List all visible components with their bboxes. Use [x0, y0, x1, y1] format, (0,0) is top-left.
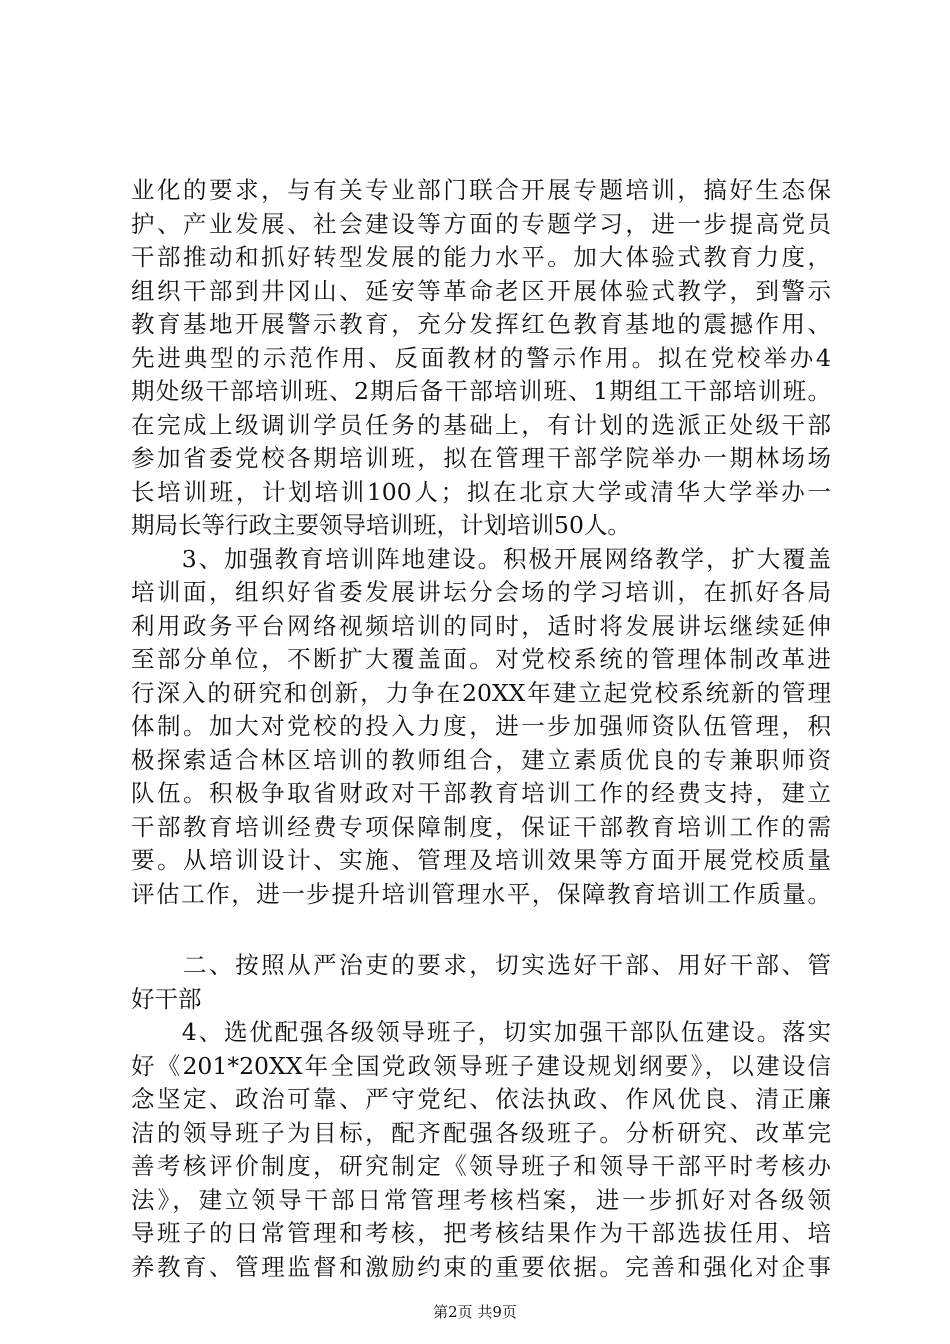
text-line: 法》，建立领导干部日常管理考核档案，进一步抓好对各级领: [131, 1185, 831, 1214]
text-line: 洁的领导班子为目标，配齐配强各级班子。分析研究、改革完: [131, 1118, 831, 1147]
text-line: 队伍。积极争取省财政对干部教育培训工作的经费支持，建立: [131, 779, 831, 807]
text-line: 先进典型的示范作用、反面教材的警示作用。拟在党校举办4: [131, 343, 831, 372]
section-heading-line: 二、按照从严治吏的要求，切实选好干部、用好干部、管: [131, 951, 831, 979]
text-line: 善考核评价制度，研究制定《领导班子和领导干部平时考核办: [131, 1152, 831, 1180]
page-footer: 第2页 共9页: [433, 1303, 517, 1321]
text-line: 体制。加大对党校的投入力度，进一步加强师资队伍管理，积: [131, 712, 831, 740]
text-line: 好《201*20XX年全国党政领导班子建设规划纲要》，以建设信: [131, 1051, 831, 1080]
text-line: 在完成上级调训学员任务的基础上，有计划的选派正处级干部: [131, 410, 831, 439]
text-line: 期处级干部培训班、2期后备干部培训班、1期组工干部培训班。: [131, 377, 831, 405]
section-heading-line: 好干部: [131, 984, 202, 1013]
text-line: 组织干部到井冈山、延安等革命老区开展体验式教学，到警示: [131, 276, 831, 305]
text-line: 念坚定、政治可靠、严守党纪、依法执政、作风优良、清正廉: [131, 1085, 831, 1113]
text-line: 培训面，组织好省委发展讲坛分会场的学习培训，在抓好各局: [131, 578, 831, 606]
text-line: 期局长等行政主要领导培训班，计划培训50人。: [131, 511, 631, 539]
text-line: 业化的要求，与有关专业部门联合开展专题培训，搞好生态保: [131, 176, 831, 204]
text-line: 极探索适合林区培训的教师组合，建立素质优良的专兼职师资: [131, 745, 831, 774]
text-line: 护、产业发展、社会建设等方面的专题学习，进一步提高党员: [131, 209, 831, 238]
text-line: 教育基地开展警示教育，充分发挥红色教育基地的震撼作用、: [131, 310, 831, 338]
text-line: 干部教育培训经费专项保障制度，保证干部教育培训工作的需: [131, 812, 831, 841]
text-line: 利用政务平台网络视频培训的同时，适时将发展讲坛继续延伸: [131, 611, 831, 640]
text-line: 养教育、管理监督和激励约束的重要依据。完善和强化对企事: [131, 1252, 831, 1281]
text-line: 3、加强教育培训阵地建设。积极开展网络教学，扩大覆盖: [131, 544, 831, 573]
body-text: [131, 174, 831, 1284]
text-line: 至部分单位，不断扩大覆盖面。对党校系统的管理体制改革进: [131, 645, 831, 673]
text-line: 干部推动和抓好转型发展的能力水平。加大体验式教育力度，: [131, 243, 831, 271]
paragraph-gap: [131, 911, 831, 949]
text-line: 行深入的研究和创新，力争在20XX年建立起党校系统新的管理: [131, 678, 831, 707]
text-line: 4、选优配强各级领导班子，切实加强干部队伍建设。落实: [131, 1018, 831, 1046]
text-line: 参加省委党校各期培训班，拟在管理干部学院举办一期林场场: [131, 444, 831, 472]
text-line: 导班子的日常管理和考核，把考核结果作为干部选拔任用、培: [131, 1219, 831, 1247]
text-line: 长培训班，计划培训100人；拟在北京大学或清华大学举办一: [131, 477, 831, 506]
text-line: 要。从培训设计、实施、管理及培训效果等方面开展党校质量: [131, 846, 831, 874]
text-line: 评估工作，进一步提升培训管理水平，保障教育培训工作质量。: [131, 879, 831, 908]
